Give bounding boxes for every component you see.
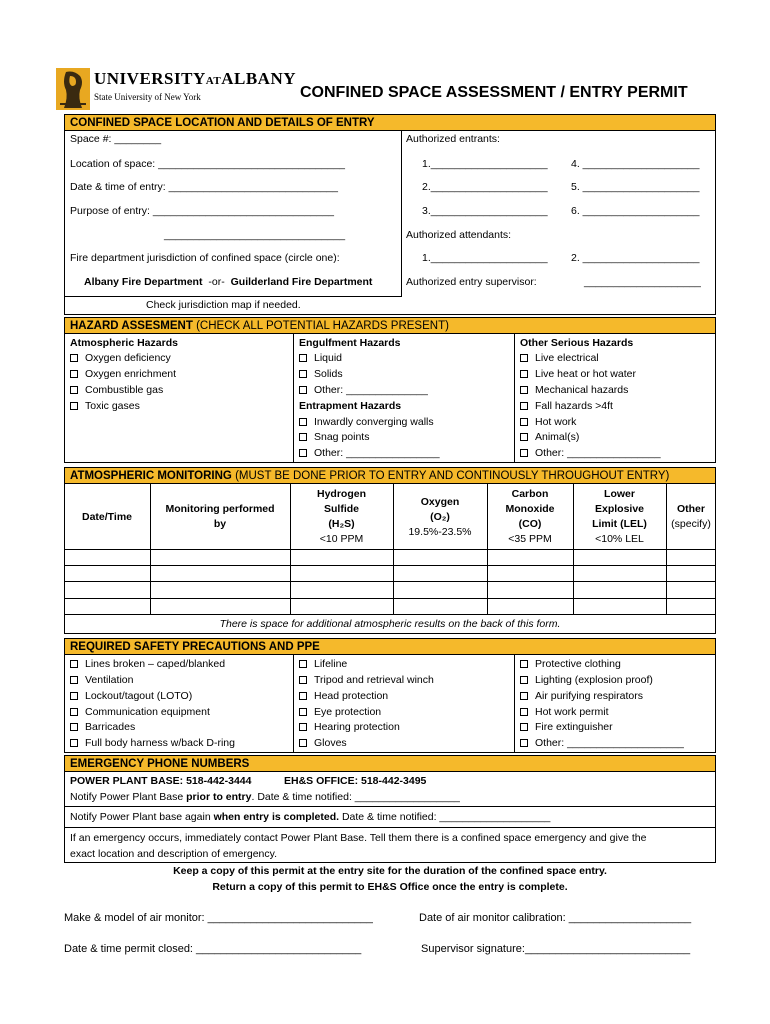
supervisor-field[interactable]: ____________________ (584, 276, 701, 288)
location-field[interactable]: Location of space: ________________________________ (70, 158, 346, 170)
hazard-checkbox[interactable]: Oxygen enrichment (70, 368, 176, 381)
return-copy-note: Return a copy of this permit to EH&S Office once the entry is complete. (212, 881, 568, 893)
entrant-2[interactable]: 2.____________________ (422, 181, 548, 193)
hazard-checkbox[interactable]: Liquid (299, 352, 342, 365)
ppe-checkbox[interactable]: Barricades (70, 721, 135, 734)
notify-entry-completed[interactable]: Notify Power Plant base again when entry is completed. Date & time notified: ___________________ (70, 811, 551, 823)
ppe-checkbox[interactable]: Communication equipment (70, 706, 210, 719)
hazard-checkbox[interactable]: Other: ______________ (299, 384, 428, 397)
logo-subtitle: State University of New York (94, 92, 201, 102)
ppe-checkbox[interactable]: Lockout/tagout (LOTO) (70, 690, 192, 703)
ppe-checkbox[interactable]: Gloves (299, 737, 347, 750)
hazard-checkbox[interactable]: Toxic gases (70, 400, 140, 413)
entrant-4[interactable]: 4. ____________________ (571, 158, 700, 170)
notify-prior-entry[interactable]: Notify Power Plant Base prior to entry. Date & time notified: __________________ (70, 791, 460, 803)
col-monitoring-performed: Monitoring performed by (165, 503, 275, 530)
entrants-label: Authorized entrants: (406, 133, 500, 145)
entry-datetime-field[interactable]: Date & time of entry: _____________________________ (70, 181, 338, 193)
permit-closed-field[interactable]: Date & time permit closed: ___________________________ (64, 943, 362, 955)
page-title: CONFINED SPACE ASSESSMENT / ENTRY PERMIT (300, 84, 688, 101)
fire-jurisdiction-label: Fire department jurisdiction of confined space (circle one): (70, 252, 340, 264)
emergency-section-header: EMERGENCY PHONE NUMBERS (64, 755, 716, 772)
ppe-checkbox[interactable]: Lighting (explosion proof) (520, 674, 653, 687)
space-number-field[interactable]: Space #: ________ (70, 133, 162, 145)
supervisor-label: Authorized entry supervisor: (406, 276, 537, 288)
col-co: Carbon Monoxide (CO) <35 PPM (505, 488, 555, 545)
ppe-checkbox[interactable]: Lifeline (299, 658, 347, 671)
hazard-checkbox[interactable]: Snag points (299, 431, 369, 444)
hazard-section-header: HAZARD ASSESMENT (CHECK ALL POTENTIAL HAZARDS PRESENT) (64, 317, 716, 334)
ppe-checkbox[interactable]: Head protection (299, 690, 388, 703)
attendants-label: Authorized attendants: (406, 229, 512, 241)
hazard-checkbox[interactable]: Mechanical hazards (520, 384, 628, 397)
hazard-checkbox[interactable]: Other: ________________ (299, 447, 440, 460)
hazard-checkbox[interactable]: Inwardly converging walls (299, 416, 434, 429)
entrant-3[interactable]: 3.____________________ (422, 205, 548, 217)
hazard-checkbox[interactable]: Fall hazards >4ft (520, 400, 613, 413)
keep-copy-note: Keep a copy of this permit at the entry site for the duration of the confined space entry. (173, 865, 607, 877)
logo-university: UNIVERSITY (94, 69, 206, 88)
emergency-instructions-line2: exact location and description of emergency. (70, 848, 278, 860)
ppe-checkbox[interactable]: Air purifying respirators (520, 690, 643, 703)
or-label: -or- (208, 276, 225, 288)
other-hazards-title: Other Serious Hazards (520, 337, 634, 349)
logo-at: AT (205, 75, 222, 87)
col-h2s: Hydrogen Sulfide (H₂S) <10 PPM (316, 488, 366, 545)
ppe-checkbox[interactable]: Protective clothing (520, 658, 621, 671)
hazard-checkbox[interactable]: Oxygen deficiency (70, 352, 171, 365)
ppe-checkbox[interactable]: Eye protection (299, 706, 381, 719)
attendant-2[interactable]: 2. ____________________ (571, 252, 700, 264)
purpose-field[interactable]: Purpose of entry: _______________________________ (70, 205, 334, 217)
guilderland-fd-option[interactable]: Guilderland Fire Department (230, 276, 373, 288)
engulfment-hazards-title: Engulfment Hazards (299, 337, 401, 349)
ppe-checkbox[interactable]: Ventilation (70, 674, 133, 687)
ppe-checkbox[interactable]: Other: ____________________ (520, 737, 684, 750)
atmospheric-hazards-title: Atmospheric Hazards (70, 337, 178, 349)
logo-albany: ALBANY (221, 69, 297, 88)
hazard-checkbox[interactable]: Live heat or hot water (520, 368, 636, 381)
hazard-checkbox[interactable]: Solids (299, 368, 343, 381)
entrant-6[interactable]: 6. ____________________ (571, 205, 700, 217)
col-o2: Oxygen (O₂) 19.5%-23.5% (408, 496, 472, 538)
monitoring-footnote: There is space for additional atmospheric results on the back of this form. (219, 618, 561, 630)
hazard-checkbox[interactable]: Animal(s) (520, 431, 579, 444)
location-section-header: CONFINED SPACE LOCATION AND DETAILS OF ENTRY (64, 114, 716, 131)
ppe-checkbox[interactable]: Tripod and retrieval winch (299, 674, 434, 687)
ppe-checkbox[interactable]: Full body harness w/back D-ring (70, 737, 235, 750)
hazard-checkbox[interactable]: Other: ________________ (520, 447, 661, 460)
ppe-checkbox[interactable]: Hearing protection (299, 721, 400, 734)
entrant-5[interactable]: 5. ____________________ (571, 181, 700, 193)
col-lel: Lower Explosive Limit (LEL) <10% LEL (592, 488, 647, 545)
air-monitor-model-field[interactable]: Make & model of air monitor: ___________________________ (64, 912, 373, 924)
ppe-section-header: REQUIRED SAFETY PRECAUTIONS AND PPE (64, 638, 716, 655)
ppe-checkbox[interactable]: Hot work permit (520, 706, 609, 719)
power-plant-phone: POWER PLANT BASE: 518-442-3444 (70, 775, 252, 787)
monitor-calibration-field[interactable]: Date of air monitor calibration: ____________________ (419, 912, 692, 924)
col-date-time: Date/Time (82, 511, 132, 523)
ppe-checkbox[interactable]: Fire extinguisher (520, 721, 613, 734)
hazard-checkbox[interactable]: Hot work (520, 416, 576, 429)
entrant-1[interactable]: 1.____________________ (422, 158, 548, 170)
emergency-instructions-line1: If an emergency occurs, immediately contact Power Plant Base. Tell them there is a confined space emergency and give the (70, 832, 647, 844)
col-other: Other (specify) (671, 503, 711, 530)
ehs-phone: EH&S OFFICE: 518-442-3495 (284, 775, 427, 787)
albany-fd-option[interactable]: Albany Fire Department (84, 276, 203, 288)
hazard-checkbox[interactable]: Combustible gas (70, 384, 163, 397)
ppe-checkbox[interactable]: Lines broken – caped/blanked (70, 658, 225, 671)
university-logo (56, 68, 296, 110)
attendant-1[interactable]: 1.____________________ (422, 252, 548, 264)
hazard-checkbox[interactable]: Live electrical (520, 352, 599, 365)
monitoring-section-header: ATMOSPHERIC MONITORING (MUST BE DONE PRIOR TO ENTRY AND CONTINOUSLY THROUGHOUT ENTRY) (64, 467, 716, 484)
entrapment-hazards-title: Entrapment Hazards (299, 400, 402, 412)
purpose-field-line2[interactable]: _______________________________ (164, 229, 346, 241)
check-map-note: Check jurisdiction map if needed. (146, 299, 301, 311)
minerva-logo-icon (56, 68, 90, 110)
supervisor-signature-field[interactable]: Supervisor signature:___________________________ (421, 943, 691, 955)
